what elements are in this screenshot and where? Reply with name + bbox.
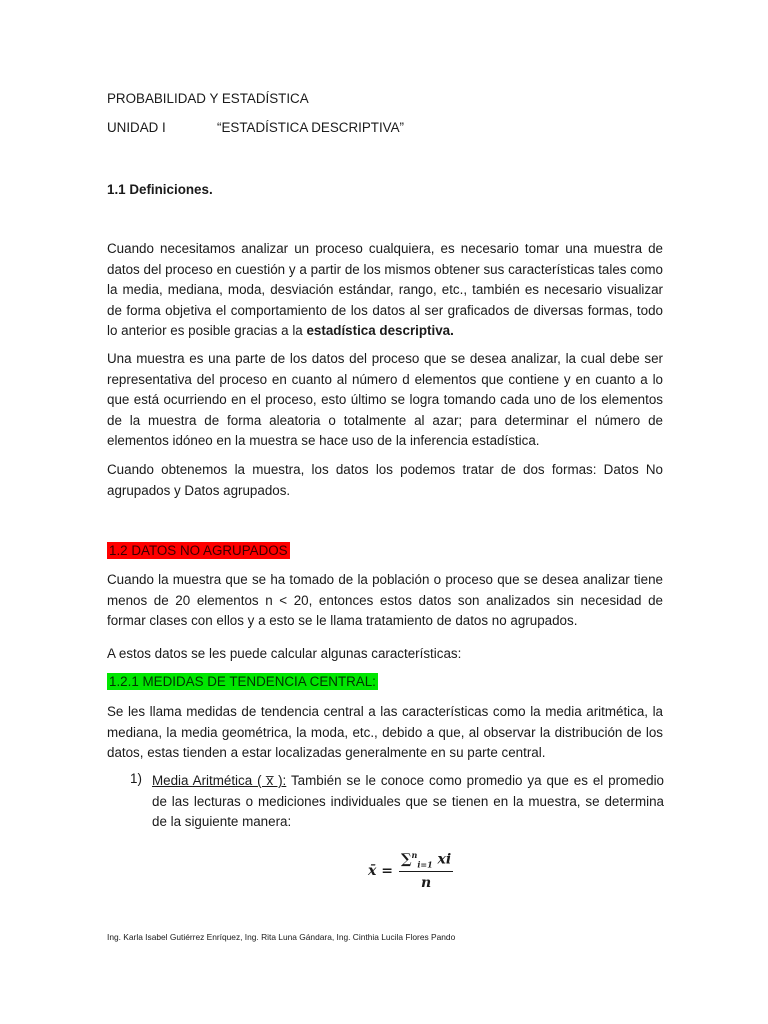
formula-numerator <box>399 850 453 872</box>
section-central-tendency-heading: 1.2.1 MEDIDAS DE TENDENCIA CENTRAL: <box>109 674 376 689</box>
formula-lhs: x̄ = <box>368 862 393 879</box>
summation-symbol: ∑ <box>400 851 412 868</box>
unit-title: “ESTADÍSTICA DESCRIPTIVA” <box>217 120 404 135</box>
list-item-text: También se le conoce como promedio ya que es el promedio de las lecturas o mediciones individuales que se tienen en la muestra, se determina de la siguiente manera: <box>152 773 664 829</box>
paragraph-sample: Una muestra es una parte de los datos del proceso que se desea analizar, la cual debe ser representativa del proceso en cuanto al número d elementos que contiene y en cuanto a lo que está ocurriendo en el proceso, esto último se logra tomando cada uno de los elementos de la muestra de forma aleatoria o totalmente al azar; para determinar el número de elementos idóneo en la muestra se hace uso de la inferencia estadística. <box>107 351 663 448</box>
paragraph-central-tendency: Se les llama medidas de tendencia central a las características como la media aritmética, la mediana, la media geométrica, la moda, etc., debido a que, al observar la distribución de los datos, estas tienden a estar localizadas generalmente en su parte central. <box>107 704 663 760</box>
list-item-arithmetic-mean <box>152 771 664 833</box>
paragraph-intro-emphasis: estadística descriptiva. <box>306 323 454 338</box>
formula-upper-limit: n <box>411 850 418 860</box>
paragraph-intro-text: Cuando necesitamos analizar un proceso cualquiera, es necesario tomar una muestra de datos del proceso en cuestión y a partir de los mismos obtener sus características tales como la media, mediana, moda, desviación estándar, rango, etc., también es necesario visualizar de forma objetiva el comportamiento de los datos al ser graficados de diversas formas, todo lo anterior es posible gracias a la <box>107 241 663 338</box>
list-item-title: Media Aritmética ( x̅ ): <box>152 773 287 788</box>
unit-heading <box>107 120 404 135</box>
formula-lower-limit: i=1 <box>417 859 433 870</box>
arithmetic-mean-formula <box>368 850 453 891</box>
unit-label: UNIDAD I <box>107 120 166 135</box>
section-definitions-heading: 1.1 Definiciones. <box>107 182 213 197</box>
formula-denominator: n <box>420 875 432 892</box>
paragraph-data-forms: Cuando obtenemos la muestra, los datos los podemos tratar de dos formas: Datos No agrupados y Datos agrupados. <box>107 462 663 498</box>
paragraph-intro <box>107 239 663 342</box>
section-ungrouped-data-heading: 1.2 DATOS NO AGRUPADOS <box>109 543 288 558</box>
formula-fraction <box>399 850 453 891</box>
paragraph-characteristics: A estos datos se les puede calcular algunas características: <box>107 646 462 661</box>
course-title: PROBABILIDAD Y ESTADÍSTICA <box>107 91 309 106</box>
authors-footer: Ing. Karla Isabel Gutiérrez Enríquez, Ing. Rita Luna Gándara, Ing. Cinthia Lucila Flores Pando <box>107 932 456 942</box>
list-item-number: 1) <box>130 771 142 786</box>
paragraph-ungrouped: Cuando la muestra que se ha tomado de la población o proceso que se desea analizar tiene menos de 20 elementos n < 20, entonces estos datos son analizados sin necesidad de formar clases con ellos y a esto se le llama tratamiento de datos no agrupados. <box>107 572 663 628</box>
formula-variable: xi <box>432 851 452 868</box>
